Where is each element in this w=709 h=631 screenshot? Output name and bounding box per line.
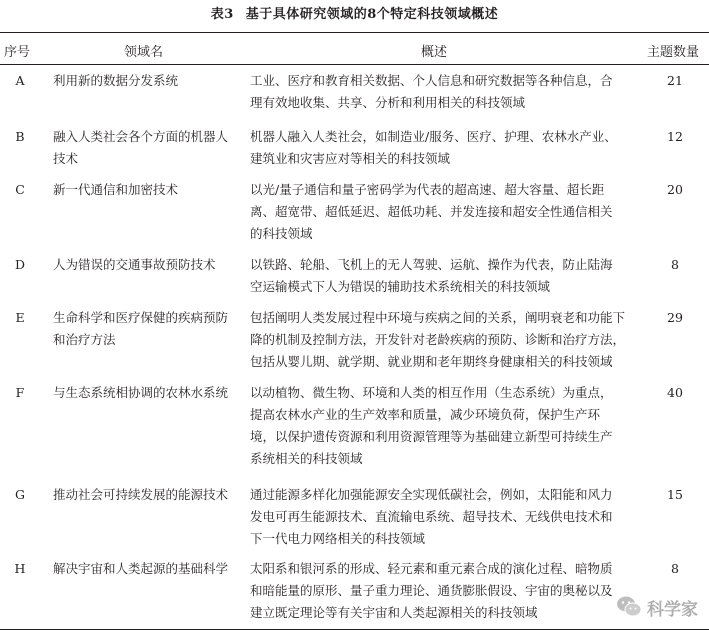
row-desc: 以动植物、微生物、环境和人类的相互作用（生态系统）为重点， 提高农林水产业的生产效率和质量，减少环境负荷，保护生产环 境，以保护遗传资源和利用资源管理等为基础建立新型可持续生产 系统相关的科技领域 [250,385,613,466]
row-count: 8 [671,257,679,272]
table-caption [0,3,709,22]
row-count: 15 [667,487,683,502]
table-header [0,33,709,64]
row-num: H [14,561,26,576]
row-field: 人为错误的交通事故预防技术 [53,257,216,272]
table-label: 表3 [210,7,234,22]
row-num: F [15,385,25,400]
row-desc: 太阳系和银河系的形成、轻元素和重元素合成的演化过程、暗物质 和暗能量的原形、量子重力理论、通货膨胀假设、宇宙的奥秘以及 建立既定理论等有关宇宙和人类起源相关的科技领域 [250,561,613,620]
row-count: 21 [667,73,683,88]
watermark [615,592,698,622]
row-count: 8 [671,561,679,576]
row-num: B [15,129,25,144]
row-num: G [15,487,25,502]
watermark-text: 科学家 [647,599,698,620]
row-num: A [15,73,25,88]
row-count: 40 [667,385,683,400]
header-count: 主题数量 [647,45,700,60]
row-field: 生命科学和医疗保健的疾病预防 和治疗方法 [53,310,229,347]
row-desc: 包括阐明人类发展过程中环境与疾病之间的关系，阐明衰老和功能下 降的机制及控制方法，开发针对老龄疾病的预防、诊断和治疗方法， 包括从婴儿期、就学期、就业期和老年期终身健康相关的科技领域 [250,310,626,369]
row-num: C [15,182,25,197]
row-num: E [15,310,25,325]
row-count: 20 [667,182,683,197]
row-desc: 通过能源多样化加强能源安全实现低碳社会，例如，太阳能和风力 发电可再生能源技术、直流输电系统、超导技术、无线供电技术和 下一代电力网络相关的科技领域 [250,487,613,546]
row-field: 推动社会可持续发展的能源技术 [53,487,229,502]
row-field: 利用新的数据分发系统 [53,73,179,88]
row-desc: 机器人融入人类社会，如制造业/服务、医疗、护理、农林水产业、 建筑业和灾害应对等相关的科技领域 [250,129,617,166]
header-desc: 概述 [421,45,448,60]
row-field: 解决宇宙和人类起源的基础科学 [53,561,229,576]
row-desc: 工业、医疗和教育相关数据、个人信息和研究数据等各种信息，合 理有效地收集、共享、分析和利用相关的科技领域 [250,73,613,110]
row-num: D [14,257,26,272]
row-field: 新一代通信和加密技术 [53,182,179,197]
header-field: 领域名 [124,45,164,60]
bottom-rule [0,629,709,630]
header-rule [0,64,709,65]
row-count: 12 [667,129,683,144]
table-title: 基于具体研究领域的8个特定科技领域概述 [245,7,499,22]
row-field: 融入人类社会各个方面的机器人 技术 [53,129,229,166]
row-desc: 以铁路、轮船、飞机上的无人驾驶、运航、操作为代表，防止陆海 空运输模式下人为错误的辅助技术系统相关的科技领域 [250,257,613,294]
row-desc: 以光/量子通信和量子密码学为代表的超高速、超大容量、超长距 离、超宽带、超低延迟、超低功耗、并发连接和超安全性通信相关 的科技领域 [250,182,613,241]
row-count: 29 [667,310,683,325]
header-num: 序号 [4,45,31,60]
wechat-icon [615,593,643,621]
row-field: 与生态系统相协调的农林水系统 [53,385,229,400]
